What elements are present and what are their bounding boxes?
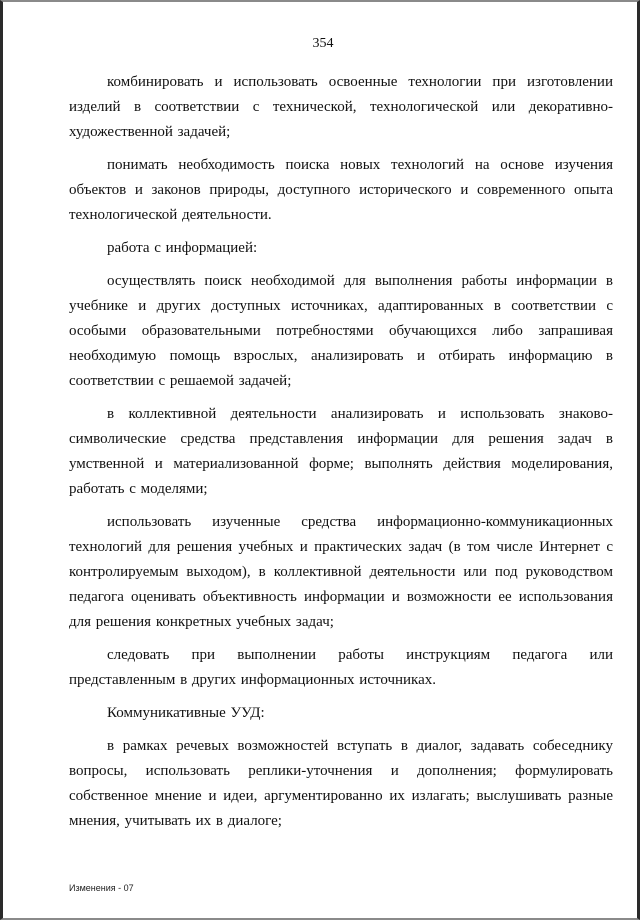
document-body	[69, 70, 613, 842]
paragraph-follow-instructions: следовать при выполнении работы инструкциям педагога или представленным в других информационных источниках.	[69, 647, 613, 688]
paragraph-dialogue: в рамках речевых возможностей вступать в диалог, задавать собеседнику вопросы, использовать реплики-уточнения и дополнения; формулировать собственное мнение и идеи, аргументированно их излагать; выслушивать разные мнения, учитывать их в диалоге;	[69, 738, 613, 829]
section-heading-communicative-uud: Коммуникативные УУД:	[107, 705, 265, 721]
paragraph-combine-technologies: комбинировать и использовать освоенные технологии при изготовлении изделий в соответствии с технической, технологической или декоративно-художественной задачей;	[69, 74, 613, 140]
paragraph-search-information: осуществлять поиск необходимой для выполнения работы информации в учебнике и других доступных источниках, адаптированных в соответствии с особыми образовательными потребностями обучающихся либо запрашивая необходимую помощь взрослых, анализировать и отбирать информацию в соответствии с решаемой задачей;	[69, 273, 613, 389]
paragraph-search-new-technologies: понимать необходимость поиска новых технологий на основе изучения объектов и законов природы, доступного исторического и современного опыта технологической деятельности.	[69, 157, 613, 223]
section-heading-information-work: работа с информацией:	[107, 240, 258, 256]
paragraph-symbolic-means: в коллективной деятельности анализировать и использовать знаково-символические средства представления информации для решения задач в умственной и материализованной форме; выполнять действия моделирования, работать с моделями;	[69, 406, 613, 497]
footer-note: Изменения - 07	[69, 883, 134, 893]
page-number: 354	[312, 36, 334, 51]
paragraph-ict-tools: использовать изученные средства информационно-коммуникационных технологий для решения учебных и практических задач (в том числе Интернет с контролируемым выходом), в коллективной деятельности или под руководством педагога оценивать объективность информации и возможности ее использования для решения конкретных учебных задач;	[69, 514, 613, 630]
